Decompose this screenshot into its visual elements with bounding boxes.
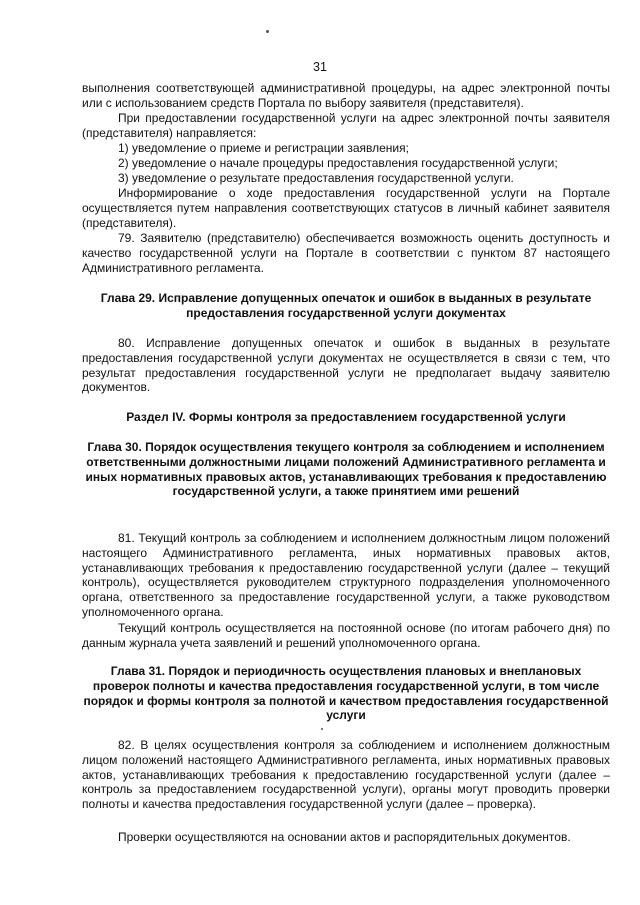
paragraph: 80. Исправление допущенных опечаток и ошибок в выданных в результате предоставления государственной услуги документах не осуществляется в связи с тем, что результат предоставления государственной услуги не предполагает выдачу заявителю документов. [82, 336, 610, 395]
paragraph: При предоставлении государственной услуги на адрес электронной почты заявителя (представителя) направляется: [82, 111, 610, 140]
paragraph: 79. Заявителю (представителю) обеспечивается возможность оценить доступность и качество государственной услуги на Портале в соответствии с пунктом 87 настоящего Административного регламента. [82, 231, 610, 275]
scan-speck [266, 30, 269, 33]
scan-speck [321, 728, 323, 730]
list-item: 3) уведомление о результате предоставления государственной услуги. [118, 171, 514, 185]
list-item: 1) уведомление о приеме и регистрации заявления; [118, 141, 409, 155]
chapter-29-heading: Глава 29. Исправление допущенных опечаток и ошибок в выданных в результате предоставления государственной услуги документах [100, 291, 592, 320]
chapter-31-heading: Глава 31. Порядок и периодичность осуществления плановых и внеплановых проверок полноты и качества предоставления государственной услуги, в том числе порядок и формы контроля за полнотой и качеством предоставления государственной услуги [83, 664, 609, 723]
paragraph: Текущий контроль осуществляется на постоянной основе (по итогам рабочего дня) по данным журнала учета заявлений и решений уполномоченного органа. [82, 621, 610, 650]
paragraph: Проверки осуществляются на основании актов и распорядительных документов. [118, 830, 571, 844]
section-4-heading: Раздел IV. Формы контроля за предоставлением государственной услуги [126, 410, 566, 424]
paragraph: выполнения соответствующей административной процедуры, на адрес электронной почты или с использованием средств Портала по выбору заявителя (представителя). [82, 81, 610, 110]
list-item: 2) уведомление о начале процедуры предоставления государственной услуги; [118, 156, 558, 170]
paragraph: 81. Текущий контроль за соблюдением и исполнением должностным лицом положений настоящего Административного регламента, иных нормативных правовых актов, устанавливающих требования к предоставлению государственной услуги (далее – текущий контроль), осуществляется руководителем структурного подразделения уполномоченного органа, ответственного за предоставление государственной услуги, а также руководством уполномоченного органа. [82, 531, 610, 619]
paragraph: Информирование о ходе предоставления государственной услуги на Портале осуществляется путем направления соответствующих статусов в личный кабинет заявителя (представителя). [82, 186, 610, 230]
page-number: 31 [313, 60, 327, 74]
chapter-30-heading: Глава 30. Порядок осуществления текущего контроля за соблюдением и исполнением ответственными должностными лицами положений Административного регламента и иных нормативных правовых актов, устанавливающих требования к предоставлению государственной услуги, а также принятием ими решений [85, 440, 607, 499]
paragraph: 82. В целях осуществления контроля за соблюдением и исполнением должностным лицом положений настоящего Административного регламента, иных нормативных правовых актов, устанавливающих требования к предоставлению государственной услуги (далее – контроль за предоставлением государственной услуги), органы могут проводить проверки полноты и качества предоставления государственной услуги (далее – проверка). [82, 738, 610, 812]
